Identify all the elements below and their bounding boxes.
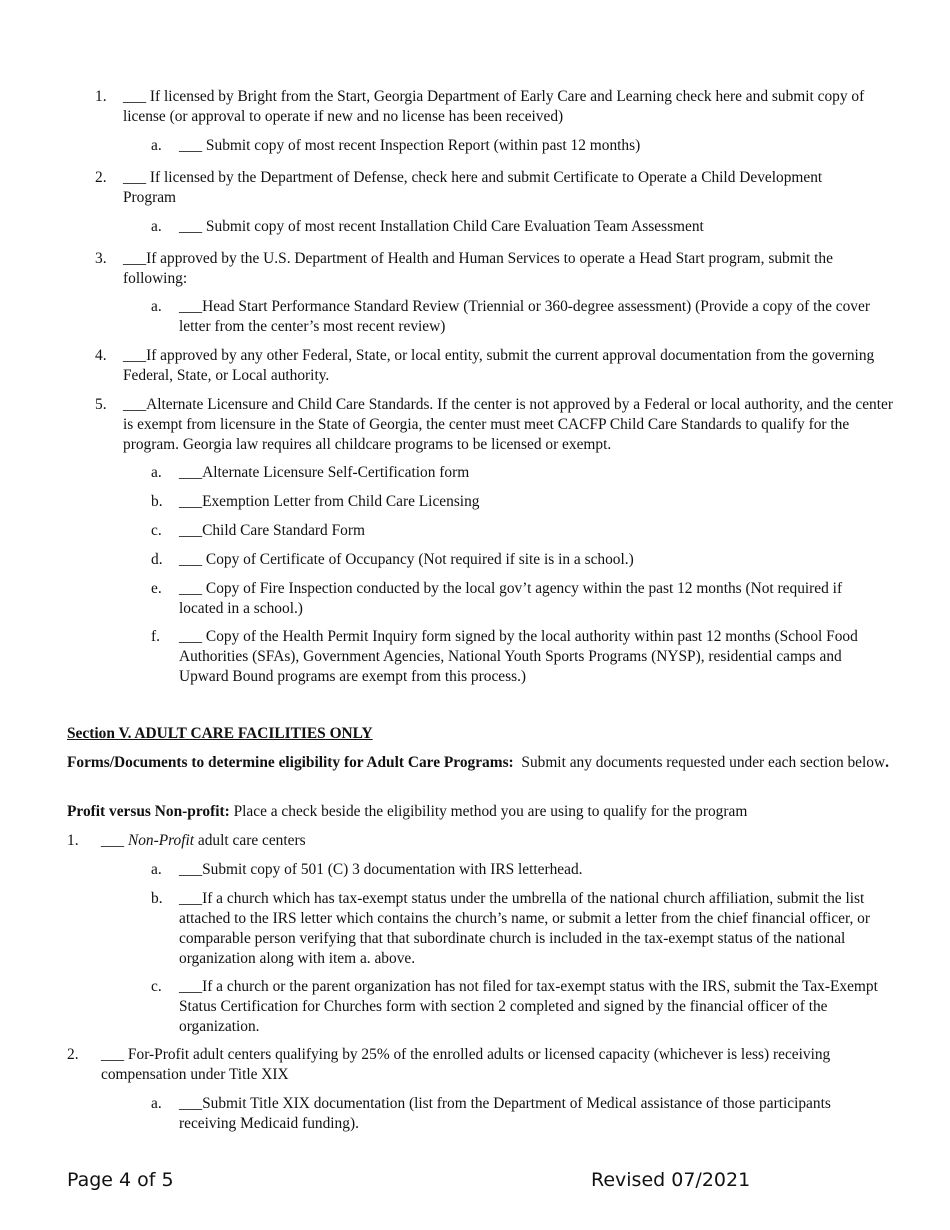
list-item-text: ___ For-Profit adult centers qualifying by 25% of the enrolled adults or licensed capacity (whichever is less) receiving compensation under Title XIX <box>101 1046 831 1083</box>
sub-list-letter: a. <box>151 1095 162 1112</box>
sub-list-item-text: ___Submit Title XIX documentation (list from the Department of Medical assistance of those participants receiving Medicaid funding). <box>179 1095 831 1132</box>
profit-label: Profit versus Non-profit: <box>67 803 230 820</box>
list-number: 2. <box>67 1046 79 1063</box>
list-number: 1. <box>95 88 107 105</box>
revision-date: Revised 07/2021 <box>591 1169 751 1191</box>
list-number: 3. <box>95 250 107 267</box>
sub-list-item-text: ___ Submit copy of most recent Installation Child Care Evaluation Team Assessment <box>179 218 704 235</box>
section-heading: Section V. ADULT CARE FACILITIES ONLY <box>67 725 373 742</box>
list-number: 2. <box>95 169 107 186</box>
list-item-text: ___If approved by the U.S. Department of Health and Human Services to operate a Head Start program, submit the following: <box>123 250 833 287</box>
sub-list-letter: a. <box>151 464 162 481</box>
sub-list-item-text: ___If a church which has tax-exempt status under the umbrella of the national church affiliation, submit the list attached to the IRS letter which contains the church’s name, or submit a letter from the chief financial officer, or comparable person verifying that that subordinate church is included in the tax-exempt status of the national organization along with item a. above. <box>179 890 870 967</box>
sub-list-letter: a. <box>151 861 162 878</box>
sub-list-letter: b. <box>151 890 163 907</box>
profit-paragraph <box>67 802 892 822</box>
sub-list-letter: c. <box>151 522 162 539</box>
sub-list-item-text: ___If a church or the parent organization has not filed for tax-exempt status with the IRS, submit the Tax-Exempt Status Certification for Churches form with section 2 completed and signed by the financial officer of the organization. <box>179 978 878 1035</box>
sub-list-item-text: ___Exemption Letter from Child Care Licensing <box>179 493 480 510</box>
list-item-text: ___Alternate Licensure and Child Care Standards. If the center is not approved by a Federal or local authority, and the center is exempt from licensure in the State of Georgia, the center must meet CACFP Child Care Standards to qualify for the program. Georgia law requires all childcare programs to be licensed or exempt. <box>123 396 893 453</box>
non-profit-term: Non-Profit <box>127 832 195 849</box>
forms-period: . <box>885 754 889 771</box>
list-number: 5. <box>95 396 107 413</box>
forms-paragraph <box>67 753 892 773</box>
sub-list-letter: e. <box>151 580 162 597</box>
blank-line: ___ <box>101 832 128 849</box>
list-item-text: ___ If licensed by Bright from the Start, Georgia Department of Early Care and Learning check here and submit copy of license (or approval to operate if new and no license has been received) <box>123 88 865 125</box>
list-number: 4. <box>95 347 107 364</box>
forms-label: Forms/Documents to determine eligibility for Adult Care Programs: <box>67 754 514 771</box>
list-item-text: ___ If licensed by the Department of Defense, check here and submit Certificate to Operate a Child Development Program <box>123 169 823 206</box>
sub-list-letter: f. <box>151 628 160 645</box>
sub-list-item-text: ___Child Care Standard Form <box>179 522 365 539</box>
sub-list-letter: a. <box>151 137 162 154</box>
sub-list-item-text: ___ Copy of Fire Inspection conducted by the local gov’t agency within the past 12 months (Not required if located in a school.) <box>179 580 843 617</box>
sub-list-item-text: ___ Copy of Certificate of Occupancy (Not required if site is in a school.) <box>179 551 634 568</box>
sub-list-letter: c. <box>151 978 162 995</box>
sub-list-letter: b. <box>151 493 163 510</box>
sub-list-item-text: ___ Copy of the Health Permit Inquiry form signed by the local authority within past 12 months (School Food Authorities (SFAs), Government Agencies, National Youth Sports Programs (NYSP), residential camps and Upward Bound programs are exempt from this process.) <box>179 628 858 685</box>
list-item-text: ___If approved by any other Federal, State, or local entity, submit the current approval documentation from the governing Federal, State, or Local authority. <box>123 347 875 384</box>
sub-list-letter: d. <box>151 551 163 568</box>
profit-text: Place a check beside the eligibility method you are using to qualify for the program <box>229 803 748 820</box>
sub-list-letter: a. <box>151 298 162 315</box>
sub-list-item-text: ___Head Start Performance Standard Review (Triennial or 360-degree assessment) (Provide a copy of the cover letter from the center’s most recent review) <box>179 298 870 335</box>
list-item-rest: adult care centers <box>194 832 306 849</box>
page-number: Page 4 of 5 <box>67 1169 174 1191</box>
list-item-text <box>101 831 871 851</box>
forms-text: Submit any documents requested under each section below <box>513 754 886 771</box>
sub-list-item-text: ___ Submit copy of most recent Inspection Report (within past 12 months) <box>179 137 641 154</box>
sub-list-item-text: ___Submit copy of 501 (C) 3 documentation with IRS letterhead. <box>179 861 583 878</box>
sub-list-item-text: ___Alternate Licensure Self-Certification form <box>179 464 470 481</box>
list-number: 1. <box>67 832 79 849</box>
sub-list-letter: a. <box>151 218 162 235</box>
